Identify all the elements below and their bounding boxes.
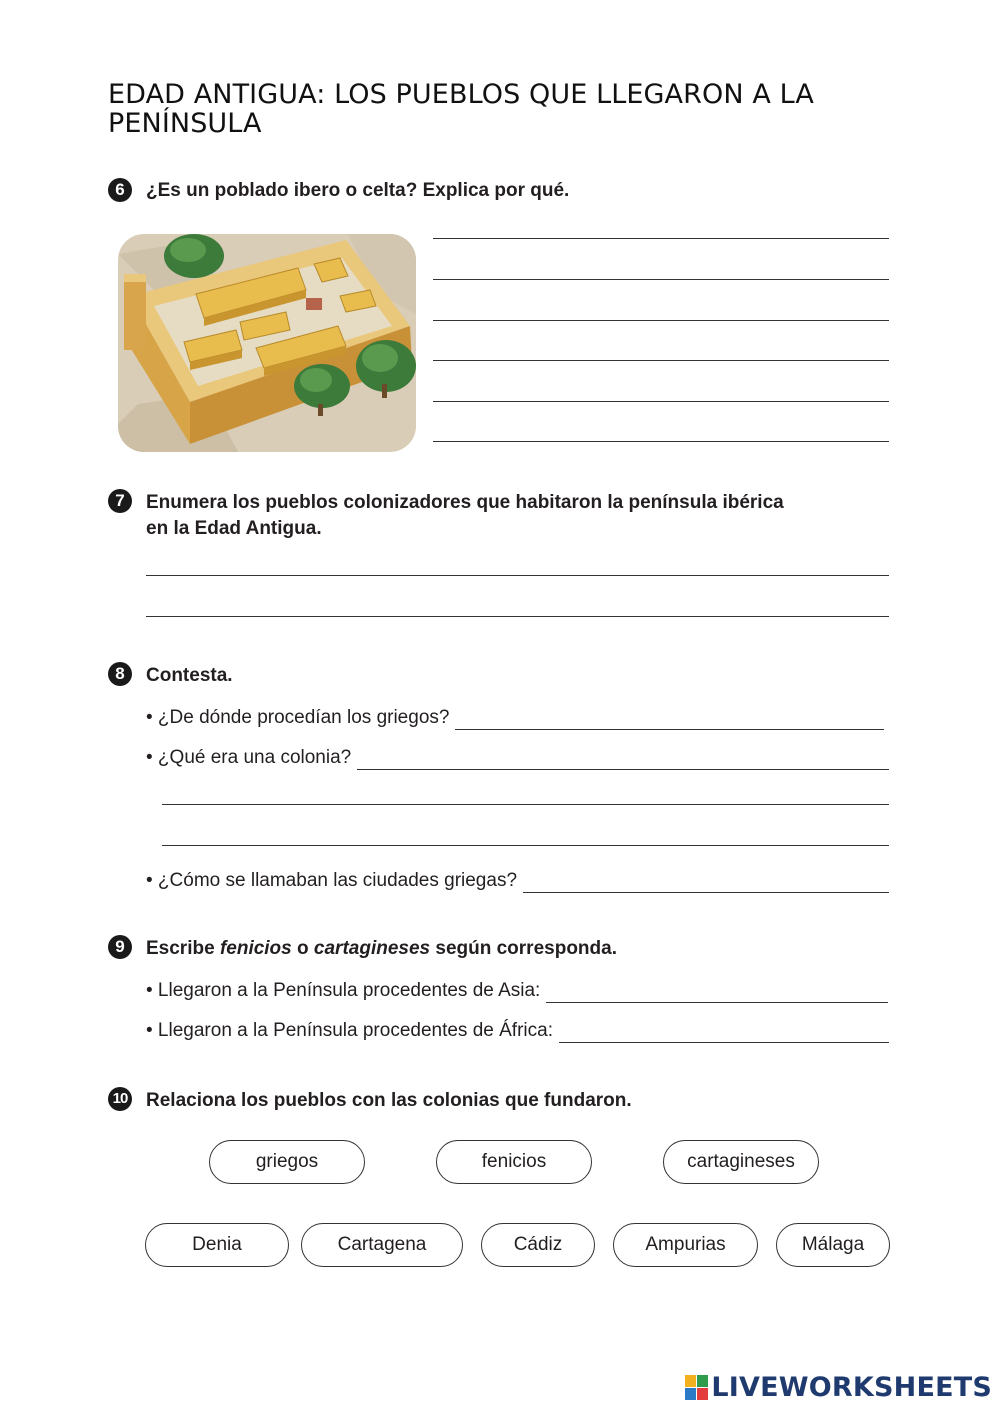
question-10-text: Relaciona los pueblos con las colonias que fundaron. [146, 1090, 632, 1111]
answer-line[interactable] [546, 984, 888, 1003]
question-6-number: 6 [108, 178, 132, 202]
people-option-fenicios[interactable]: fenicios [436, 1140, 592, 1184]
answer-line[interactable] [162, 804, 889, 805]
question-7-text-line2: en la Edad Antigua. [146, 518, 322, 539]
bullet-text: • ¿De dónde procedían los griegos? [146, 707, 450, 728]
question-10-number: 10 [108, 1087, 132, 1111]
colony-option-cadiz[interactable]: Cádiz [481, 1223, 595, 1267]
liveworksheets-logo[interactable] [685, 1372, 992, 1403]
answer-line[interactable] [433, 320, 889, 321]
answer-line[interactable] [146, 575, 889, 576]
liveworksheets-logo-text: LIVEWORKSHEETS [711, 1372, 992, 1403]
people-option-cartagineses[interactable]: cartagineses [663, 1140, 819, 1184]
question-9-word-cartagineses: cartagineses [313, 938, 431, 959]
question-8-number: 8 [108, 662, 132, 686]
question-9-item-2 [146, 1019, 889, 1043]
colony-option-ampurias[interactable]: Ampurias [613, 1223, 758, 1267]
iberian-village-illustration [118, 234, 416, 452]
answer-line[interactable] [433, 279, 889, 280]
question-8-item-1 [146, 706, 884, 730]
answer-line[interactable] [523, 874, 889, 893]
question-8-item-2 [146, 746, 889, 770]
colony-option-malaga[interactable]: Málaga [776, 1223, 890, 1267]
answer-line[interactable] [455, 711, 884, 730]
question-7-text-line1: Enumera los pueblos colonizadores que habitaron la península ibérica [146, 492, 784, 513]
question-9-number: 9 [108, 935, 132, 959]
answer-line[interactable] [433, 238, 889, 239]
answer-line[interactable] [433, 401, 889, 402]
question-9-text-e: según corresponda. [430, 938, 617, 959]
question-8-item-3 [146, 869, 889, 893]
answer-line[interactable] [357, 751, 889, 770]
answer-line[interactable] [146, 616, 889, 617]
question-9-text-a: Escribe [146, 938, 220, 959]
question-8-text: Contesta. [146, 665, 233, 686]
bullet-text: • ¿Qué era una colonia? [146, 747, 352, 768]
question-9-text [146, 936, 617, 962]
bullet-text: • ¿Cómo se llamaban las ciudades griegas? [146, 870, 518, 891]
question-9-text-c: o [291, 938, 314, 959]
colony-option-denia[interactable]: Denia [145, 1223, 289, 1267]
bullet-text: • Llegaron a la Península procedentes de Asia: [146, 980, 541, 1001]
bullet-text: • Llegaron a la Península procedentes de África: [146, 1020, 553, 1041]
answer-line[interactable] [162, 845, 889, 846]
page-title: EDAD ANTIGUA: LOS PUEBLOS QUE LLEGARON A LA PENÍNSULA [108, 79, 814, 139]
question-7-number: 7 [108, 489, 132, 513]
question-9-item-1 [146, 979, 888, 1003]
question-6-text: ¿Es un poblado ibero o celta? Explica por qué. [146, 180, 570, 201]
answer-line[interactable] [559, 1024, 889, 1043]
answer-line[interactable] [433, 360, 889, 361]
colony-option-cartagena[interactable]: Cartagena [301, 1223, 463, 1267]
answer-line[interactable] [433, 441, 889, 442]
question-9-word-fenicios: fenicios [219, 938, 292, 959]
liveworksheets-logo-icon [685, 1375, 709, 1401]
people-option-griegos[interactable]: griegos [209, 1140, 365, 1184]
